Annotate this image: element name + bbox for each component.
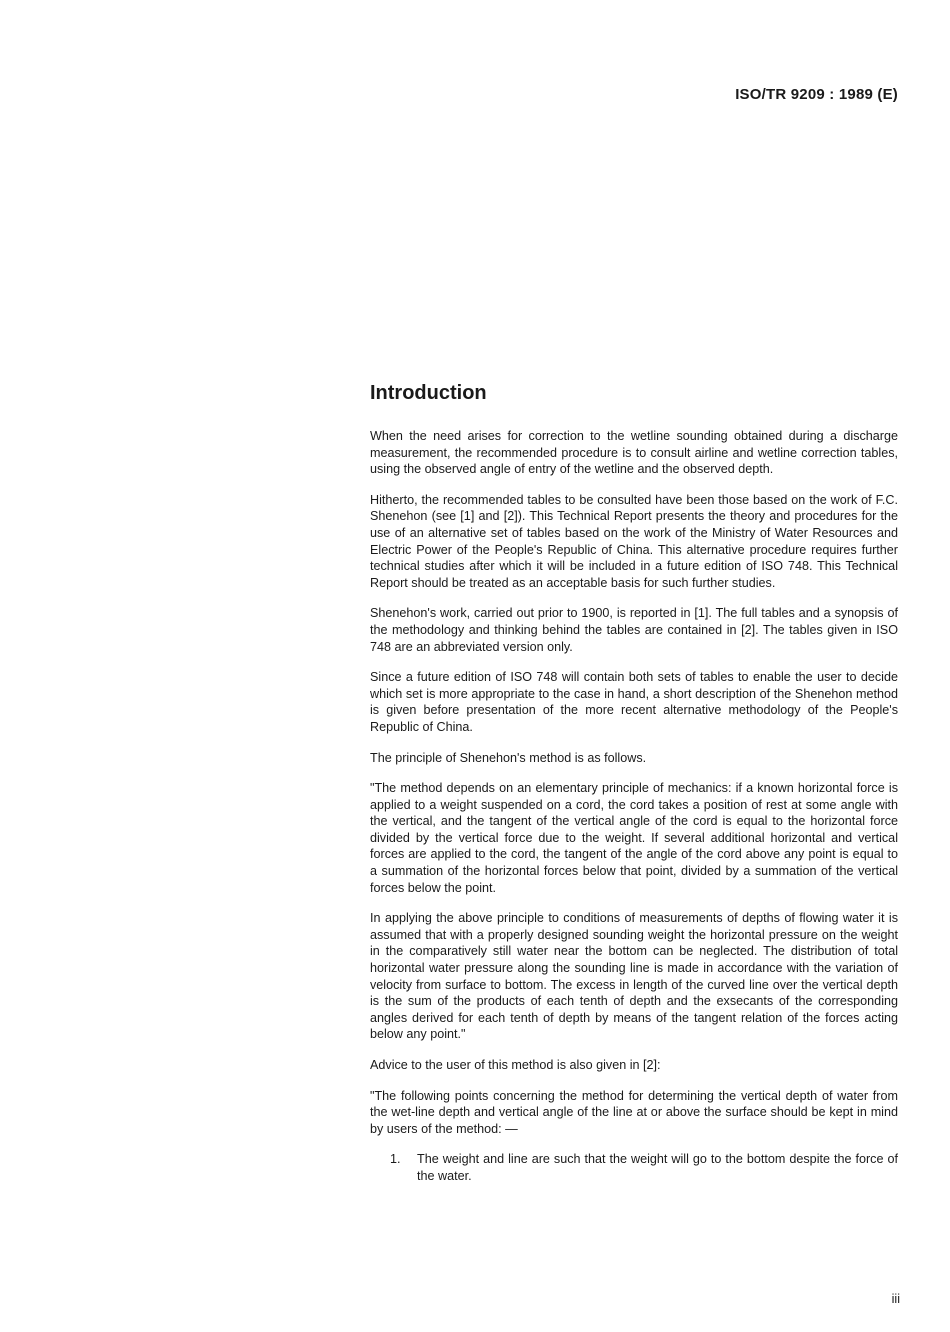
paragraph-5: The principle of Shenehon's method is as follows. (370, 750, 647, 765)
paragraph-7: In applying the above principle to conditions of measurements of depths of flowing water it is assumed that with a properly designed sounding weight the horizontal pressure on the weight in the comparatively still water near the bottom can be neglected. The distribution of total horizontal water pressure along the sounding line is made in accordance with the variation of velocity from surface to bottom. The excess in length of the curved line over the vertical depth is the sum of the products of each tenth of depth and the exsecants of the corresponding angles derived for each tenth of depth by means of the tangent relation of the forces acting below any point." (370, 911, 898, 1042)
paragraph-8: Advice to the user of this method is also given in [2]: (370, 1058, 661, 1072)
paragraph-4: Since a future edition of ISO 748 will contain both sets of tables to enable the user to decide which set is more appropriate to the case in hand, a short description of the Shenehon method is given before presentation of the more recent alternative methodology of the People's Republic of China. (370, 670, 898, 734)
paragraph-1: When the need arises for correction to the wetline sounding obtained during a discharge measurement, the recommended procedure is to consult airline and wetline correction tables, using the observed angle of entry of the wetline and the observed depth. (370, 429, 898, 477)
paragraph-9: "The following points concerning the method for determining the vertical depth of water from the wet-line depth and vertical angle of the line at or above the surface should be kept in mind by users of the method: — (370, 1088, 898, 1136)
document-id: ISO/TR 9209 : 1989 (E) (735, 86, 898, 103)
list-item-text: The weight and line are such that the weight will go to the bottom despite the force of the water. (417, 1152, 898, 1183)
paragraph-2: Hitherto, the recommended tables to be consulted have been those based on the work of F.C. Shenehon (see [1] and [2]). This Technical Report presents the theory and procedures for the use of an alternative set of tables based on the work of the Ministry of Water Resources and Electric Power of the People's Republic of China. This alternative procedure requires further technical studies after which it will be included in a future edition of ISO 748. This Technical Report should be treated as an acceptable basis for such further studies. (370, 492, 898, 590)
list-item (390, 1151, 898, 1184)
main-content (370, 380, 898, 1185)
section-title: Introduction (370, 382, 487, 404)
paragraph-6: "The method depends on an elementary principle of mechanics: if a known horizontal force is applied to a weight suspended on a cord, the cord takes a position of rest at some angle with the vertical, and the tangent of the vertical angle of the cord is equal to the horizontal force divided by the vertical force due to the weight. If several additional horizontal and vertical forces are applied to the cord, the tangent of the angle of the cord above any point is equal to a summation of the horizontal forces below that point, divided by a summation of the vertical forces below the point. (370, 781, 898, 895)
page-number: iii (891, 1292, 900, 1306)
list-item-number: 1. (390, 1152, 401, 1167)
paragraph-3: Shenehon's work, carried out prior to 1900, is reported in [1]. The full tables and a synopsis of the methodology and thinking behind the tables are contained in [2]. The tables given in ISO 748 are an abbreviated version only. (370, 606, 898, 654)
